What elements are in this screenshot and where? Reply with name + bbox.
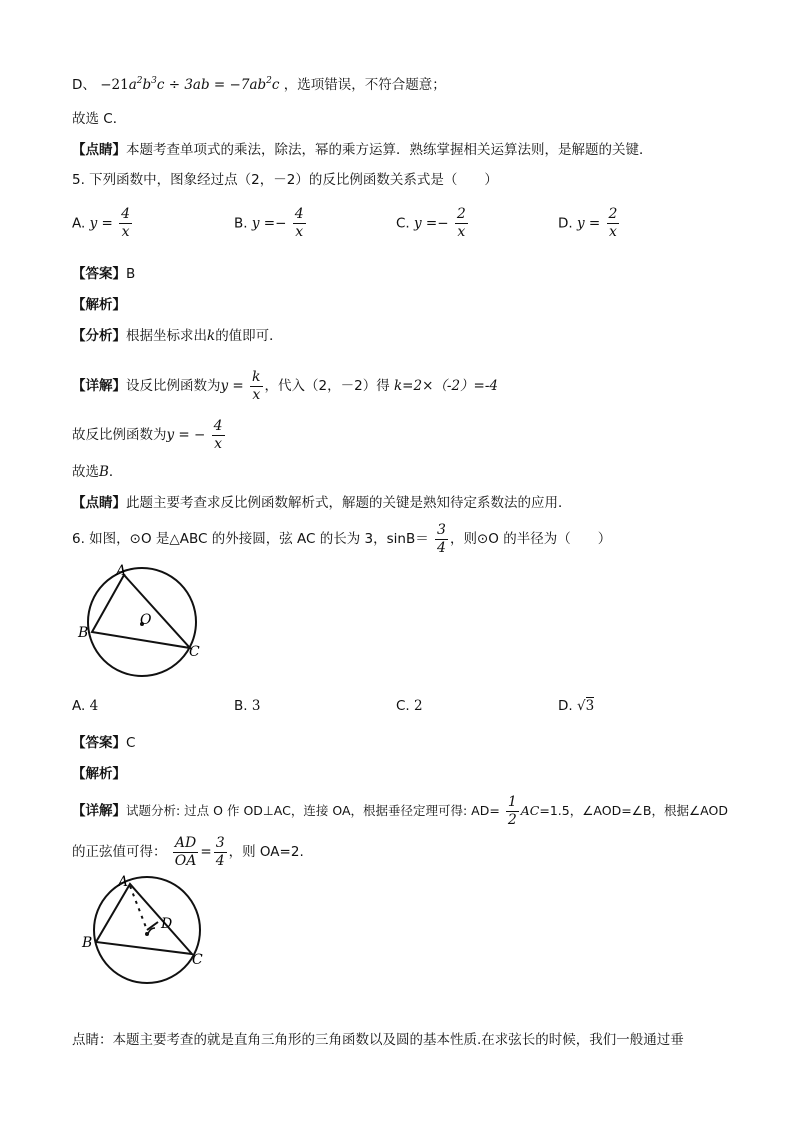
option-fraction: $\frac{4}{x}$ <box>294 206 304 240</box>
option-fraction: $\frac{2}{x}$ <box>608 206 618 240</box>
option-value: 2 <box>414 698 423 714</box>
ac-label: AC <box>520 803 540 818</box>
label-b: B <box>78 625 89 641</box>
option-value: 3 <box>251 698 261 714</box>
detail-tag: 【详解】 <box>72 803 126 819</box>
q5-conclusion <box>72 415 227 455</box>
figure-circle-triangle <box>72 562 212 682</box>
option-label: C. <box>396 215 410 232</box>
option-label: B. <box>234 215 248 232</box>
option-prefix: y = <box>251 215 276 232</box>
y-equals: y = <box>220 378 244 394</box>
detail-text-2: =1.5，∠AOD=∠B，根据∠AOD <box>539 803 728 818</box>
option-value: 4 <box>89 698 99 714</box>
tip-tag: 【点睛】 <box>72 495 126 511</box>
conclusion-text: 故反比例函数为 <box>72 427 167 443</box>
q5-option-a <box>72 206 134 241</box>
answer-tag: 【答案】 <box>72 735 126 751</box>
q5-analysis-tag <box>72 295 126 315</box>
option-label: D. <box>558 698 573 714</box>
label-d: D <box>161 916 173 932</box>
q6-detail <box>72 791 728 831</box>
label-a: A <box>118 874 129 890</box>
detail-text-4: ，则 OA=2. <box>228 844 304 860</box>
fenxi-text-end: 的值即可． <box>215 328 283 344</box>
line-d-tail: ，选项错误，不符合题意； <box>283 77 446 93</box>
option-value: 3 <box>585 698 595 714</box>
coefficient: −21 <box>100 77 129 93</box>
tip-text: 此题主要考查求反比例函数解析式，解题的关键是熟知待定系数法的应用． <box>126 495 572 511</box>
label-c: C <box>189 644 200 660</box>
sinb-fraction: $\frac{3}{4}$ <box>437 521 446 556</box>
ad-over-oa-fraction: $\frac{AD}{OA}$ <box>174 834 197 869</box>
conclusion-fraction: $\frac{4}{x}$ <box>213 417 223 452</box>
answer-value: B <box>126 266 136 282</box>
q5-stem: 5. 下列函数中，图象经过点（2，－2）的反比例函数关系式是（ ） <box>72 172 498 188</box>
answer-value: C <box>126 735 136 751</box>
q6-answer <box>72 733 135 753</box>
line-option-d <box>72 71 446 95</box>
tip-1 <box>72 140 653 160</box>
q6-option-d <box>558 698 594 714</box>
choose-text: 故选 <box>72 464 99 480</box>
option-label: A. <box>72 215 86 232</box>
q5-fenxi <box>72 326 283 346</box>
label-a: A <box>116 563 127 579</box>
label-o: O <box>140 612 152 628</box>
q6-detail-2 <box>72 832 304 872</box>
answer-tag: 【答案】 <box>72 266 126 282</box>
option-label: A. <box>72 698 86 714</box>
q5-detail <box>72 366 498 406</box>
label-c: C <box>192 952 203 968</box>
q6-option-b <box>234 698 260 714</box>
tip-text: 本题考查单项式的乘法，除法，幂的乘方运算．熟练掌握相关运算法则，是解题的关键． <box>126 142 653 158</box>
choose-value: B <box>99 464 109 480</box>
q5-choose: 故选B． <box>72 464 123 480</box>
q6-option-a <box>72 698 98 714</box>
q6-stem <box>72 519 611 559</box>
option-label: D. <box>558 215 573 232</box>
equals: = <box>200 844 212 860</box>
detail-text-2: ，代入（2，－2）得 <box>264 378 390 394</box>
stem-text-end: ，则⊙O 的半径为（ ） <box>449 531 612 547</box>
option-sign: − <box>437 215 449 232</box>
three-quarters-fraction: $\frac{3}{4}$ <box>215 834 225 869</box>
option-prefix: y = <box>414 215 438 232</box>
monomial-expression: $a^2b^3c \div 3ab = -7ab^2c$ <box>128 76 280 93</box>
center-point <box>145 932 149 936</box>
q6-tip: 点睛：本题主要考查的就是直角三角形的三角函数以及圆的基本性质.在求弦长的时候，我们一般通过垂 <box>72 1032 684 1048</box>
choose-c: 故选 C． <box>72 111 127 127</box>
figure-circle-triangle-2 <box>72 872 212 992</box>
option-label: D、 <box>72 77 96 93</box>
y-equals: y = − <box>166 427 206 443</box>
q6-analysis-tag <box>72 764 126 784</box>
option-sign: − <box>275 215 287 232</box>
q5-option-b <box>234 206 308 241</box>
option-prefix: y = <box>89 215 113 232</box>
fenxi-k: k <box>207 328 216 344</box>
q5-option-d <box>558 206 621 241</box>
q5-tip <box>72 493 572 513</box>
sqrt-icon: √ <box>576 698 586 714</box>
half-fraction: $\frac{1}{2}$ <box>507 794 517 828</box>
stem-text: 6. 如图，⊙O 是△ABC 的外接圆，弦 AC 的长为 3，sinB＝ <box>72 531 429 547</box>
q6-option-c <box>396 698 423 714</box>
fenxi-text: 根据坐标求出 <box>126 328 207 344</box>
q5-answer <box>72 264 135 284</box>
q5-option-c <box>396 206 470 241</box>
detail-calculation: k=2×（-2）=-4 <box>394 378 499 394</box>
detail-text-3: 的正弦值可得： <box>72 844 167 860</box>
fenxi-tag: 【分析】 <box>72 328 126 344</box>
option-fraction: $\frac{2}{x}$ <box>456 206 466 240</box>
detail-text: 设反比例函数为 <box>126 378 221 394</box>
analysis-tag: 【解析】 <box>72 766 126 782</box>
detail-text: 试题分析: 过点 O 作 OD⊥AC，连接 OA，根据垂径定理可得: AD= <box>126 803 500 818</box>
option-prefix: y = <box>576 215 601 232</box>
label-b: B <box>82 935 93 951</box>
tip-tag: 【点睛】 <box>72 142 126 158</box>
analysis-tag: 【解析】 <box>72 297 126 313</box>
option-label: C. <box>396 698 410 714</box>
option-fraction: $\frac{4}{x}$ <box>121 206 131 240</box>
k-over-x-fraction: $\frac{k}{x}$ <box>252 368 261 403</box>
detail-tag: 【详解】 <box>72 378 126 394</box>
option-label: B. <box>234 698 248 714</box>
